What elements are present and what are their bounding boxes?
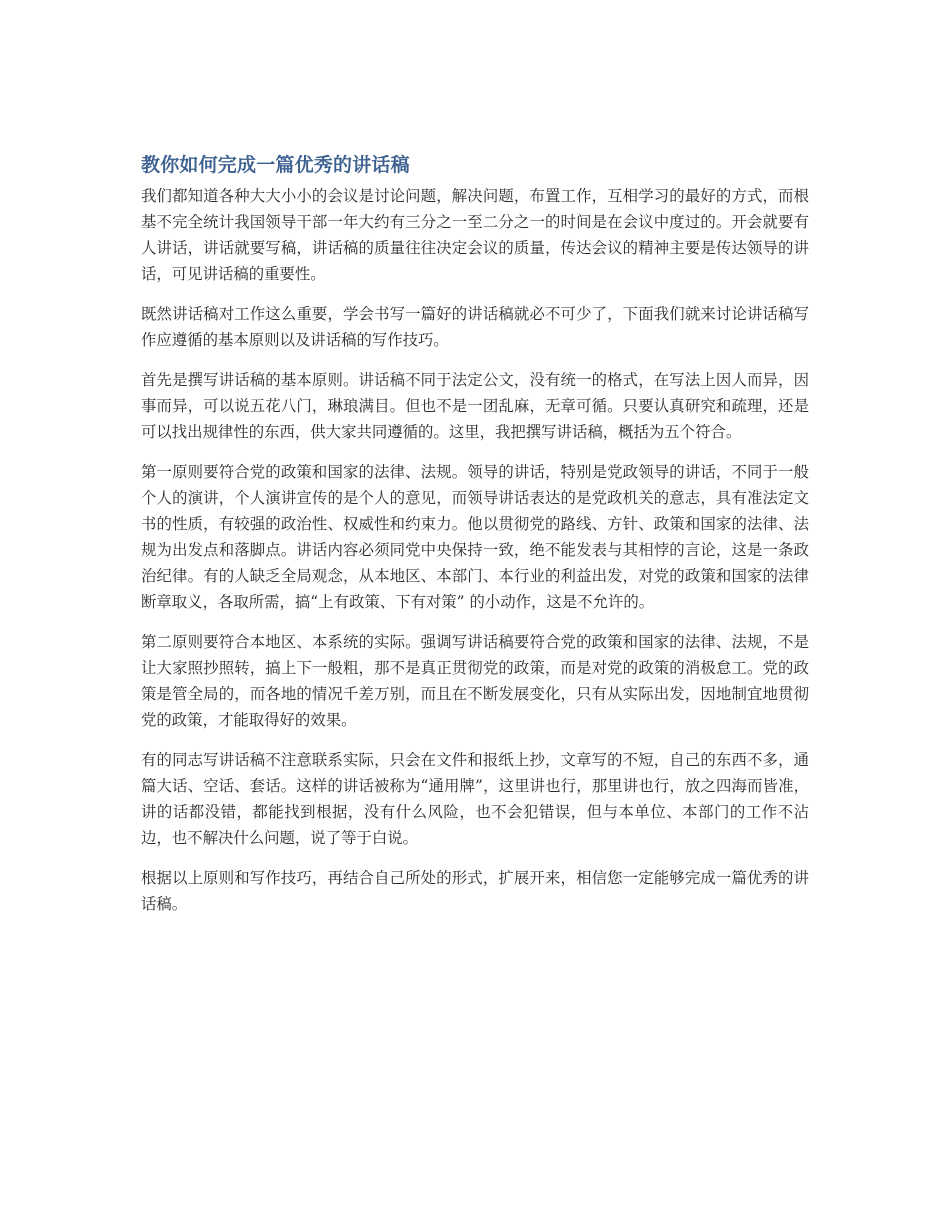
document-title: 教你如何完成一篇优秀的讲话稿 <box>141 154 410 176</box>
paragraph-5: 第二原则要符合本地区、本系统的实际。强调写讲话稿要符合党的政策和国家的法律、法规，不是让大家照抄照转，搞上下一般粗，那不是真正贯彻党的政策，而是对党的政策的消极怠工。党的政策是管全局的，而各地的情况千差万别，而且在不断发展变化，只有从实际出发，因地制宜地贯彻党的政策，才能取得好的效果。 <box>141 633 809 729</box>
document-body <box>141 151 809 931</box>
paragraph-2: 既然讲话稿对工作这么重要，学会书写一篇好的讲话稿就必不可少了，下面我们就来讨论讲话稿写作应遵循的基本原则以及讲话稿的写作技巧。 <box>141 305 809 349</box>
paragraph-4: 第一原则要符合党的政策和国家的法律、法规。领导的讲话，特别是党政领导的讲话，不同于一般个人的演讲，个人演讲宣传的是个人的意见，而领导讲话表达的是党政机关的意志，具有准法定文书的性质，有较强的政治性、权威性和约束力。他以贯彻党的路线、方针、政策和国家的法律、法规为出发点和落脚点。讲话内容必须同党中央保持一致，绝不能发表与其相悖的言论，这是一条政治纪律。有的人缺乏全局观念，从本地区、本部门、本行业的利益出发，对党的政策和国家的法律断章取义，各取所需，搞“上有政策、下有对策” 的小动作，这是不允许的。 <box>141 463 809 611</box>
paragraph-1: 我们都知道各种大大小小的会议是讨论问题，解决问题，布置工作，互相学习的最好的方式，而根基不完全统计我国领导干部一年大约有三分之一至二分之一的时间是在会议中度过的。开会就要有人讲话，讲话就要写稿，讲话稿的质量往往决定会议的质量，传达会议的精神主要是传达领导的讲话，可见讲话稿的重要性。 <box>141 187 809 283</box>
paragraph-6: 有的同志写讲话稿不注意联系实际，只会在文件和报纸上抄，文章写的不短，自己的东西不多，通篇大话、空话、套话。这样的讲话被称为“通用牌”，这里讲也行，那里讲也行，放之四海而皆准，讲的话都没错，都能找到根据，没有什么风险，也不会犯错误，但与本单位、本部门的工作不沾边，也不解决什么问题，说了等于白说。 <box>141 751 809 847</box>
paragraph-3: 首先是撰写讲话稿的基本原则。讲话稿不同于法定公文，没有统一的格式，在写法上因人而异，因事而异，可以说五花八门，琳琅满目。但也不是一团乱麻，无章可循。只要认真研究和疏理，还是可以找出规律性的东西，供大家共同遵循的。这里，我把撰写讲话稿，概括为五个符合。 <box>141 371 809 441</box>
paragraph-7: 根据以上原则和写作技巧，再结合自己所处的形式，扩展开来，相信您一定能够完成一篇优秀的讲话稿。 <box>141 869 809 913</box>
